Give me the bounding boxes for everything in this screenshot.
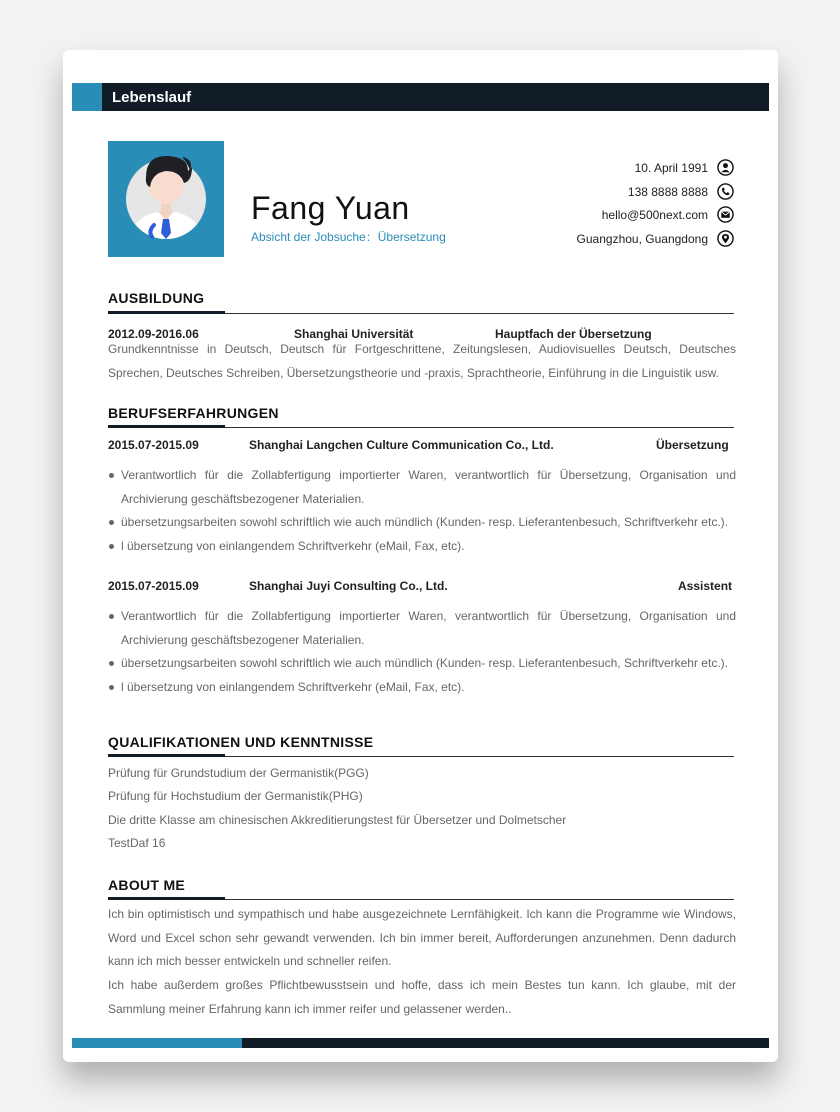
job-1-bullet-text: Verantwortlich für die Zollabfertigung importierter Waren, verantwortlich für Übersetzung, Organisation und Archivierung geschäftsbezogener Materialien.	[121, 468, 736, 506]
contact-email	[434, 205, 734, 225]
section-title-about: ABOUT ME	[108, 877, 186, 893]
section-rule-about	[108, 899, 734, 900]
phone-icon	[717, 183, 734, 200]
email-icon	[717, 206, 734, 223]
qualification-item: Die dritte Klasse am chinesischen Akkreditierungstest für Übersetzer und Dolmetscher	[108, 813, 567, 827]
education-school: Shanghai Universität	[294, 327, 414, 341]
job-2-bullet-text: Verantwortlich für die Zollabfertigung importierter Waren, verantwortlich für Übersetzung, Organisation und Archivierung geschäftsbezogener Materialien.	[121, 609, 736, 647]
contact-phone	[434, 182, 734, 202]
bullet-dot	[109, 544, 114, 549]
job-2-bullet-text: übersetzungsarbeiten sowohl schriftlich wie auch mündlich (Kunden- resp. Lieferantenbesuch, Schriftverkehr etc.).	[121, 656, 728, 670]
section-title-qualifications: QUALIFIKATIONEN UND KENNTNISSE	[108, 734, 374, 750]
education-period: 2012.09-2016.06	[108, 327, 199, 341]
job-2-company: Shanghai Juyi Consulting Co., Ltd.	[249, 579, 448, 593]
section-rule-qualifications	[108, 756, 734, 757]
bullet-dot	[109, 614, 114, 619]
contact-location	[434, 229, 734, 249]
about-paragraph: Ich habe außerdem großes Pflichtbewusstsein und hoffe, dass ich mein Bestes tun kann. Ich glaube, mit der Sammlung meiner Erfahrung kann ich immer reifer und gelassener werden..	[108, 978, 736, 1016]
job-2-bullet	[108, 676, 736, 700]
header-bar	[72, 83, 769, 111]
job-2-bullet	[108, 652, 736, 676]
section-title-education: AUSBILDUNG	[108, 290, 205, 306]
job-intent: Absicht der Jobsuche：Übersetzung	[251, 230, 446, 244]
contact-birthday	[434, 158, 734, 178]
job-1-period: 2015.07-2015.09	[108, 438, 199, 452]
contact-birthday-text: 10. April 1991	[634, 161, 708, 175]
contact-phone-text: 138 8888 8888	[627, 185, 708, 199]
qualification-item: Prüfung für Hochstudium der Germanistik(PHG)	[108, 789, 363, 803]
education-major: Hauptfach der Übersetzung	[495, 327, 652, 341]
about-paragraph: Ich bin optimistisch und sympathisch und habe ausgezeichnete Lernfähigkeit. Ich kann die Programme wie Windows, Word und Excel schon sehr gewandt verwenden. Ich bin immer bereit, Aufforderungen anzunehmen. Denn dadurch kann ich mich besser entwickeln und schneller reifen.	[108, 907, 736, 968]
qualification-item: Prüfung für Grundstudium der Germanistik(PGG)	[108, 766, 369, 780]
job-1-bullet-text: l übersetzung von einlangendem Schriftverkehr (eMail, Fax, etc).	[121, 539, 465, 553]
location-icon	[717, 230, 734, 247]
bullet-dot	[109, 520, 114, 525]
job-1-bullet	[108, 535, 736, 559]
header-accent	[72, 83, 102, 111]
job-2-role: Assistent	[678, 579, 733, 593]
qualification-item: TestDaf 16	[108, 836, 166, 850]
job-1-company: Shanghai Langchen Culture Communication Co., Ltd.	[249, 438, 554, 452]
section-rule-experience	[108, 427, 734, 428]
contact-location-text: Guangzhou, Guangdong	[576, 232, 708, 246]
person-name: Fang Yuan	[251, 190, 410, 226]
contact-email-text: hello@500next.com	[601, 208, 708, 222]
header-title: Lebenslauf	[112, 89, 192, 106]
education-description: Grundkenntnisse in Deutsch, Deutsch für Fortgeschrittene, Zeitungslesen, Audiovisuelles Deutsch, Deutsches Sprechen, Deutsches Schreiben, Übersetzungstheorie und -praxis, Sprachtheorie, Einführung in die Linguistik usw.	[108, 342, 736, 380]
bullet-dot	[109, 661, 114, 666]
footer-accent	[72, 1038, 242, 1048]
avatar	[108, 141, 224, 257]
footer-bar	[72, 1038, 769, 1048]
job-1-role: Übersetzung	[656, 438, 729, 452]
bullet-dot	[109, 685, 114, 690]
section-title-experience: BERUFSERFAHRUNGEN	[108, 405, 279, 421]
job-1-bullet	[108, 511, 736, 535]
section-rule-education	[108, 313, 734, 314]
bullet-dot	[109, 473, 114, 478]
job-2-bullet-text: l übersetzung von einlangendem Schriftverkehr (eMail, Fax, etc).	[121, 680, 465, 694]
avatar-illustration	[108, 141, 224, 257]
job-2-bullet	[108, 605, 736, 652]
user-icon	[717, 159, 734, 176]
job-2-period: 2015.07-2015.09	[108, 579, 199, 593]
job-1-bullet-text: übersetzungsarbeiten sowohl schriftlich wie auch mündlich (Kunden- resp. Lieferantenbesuch, Schriftverkehr etc.).	[121, 515, 728, 529]
job-1-bullet	[108, 464, 736, 511]
resume-page	[63, 50, 778, 1062]
